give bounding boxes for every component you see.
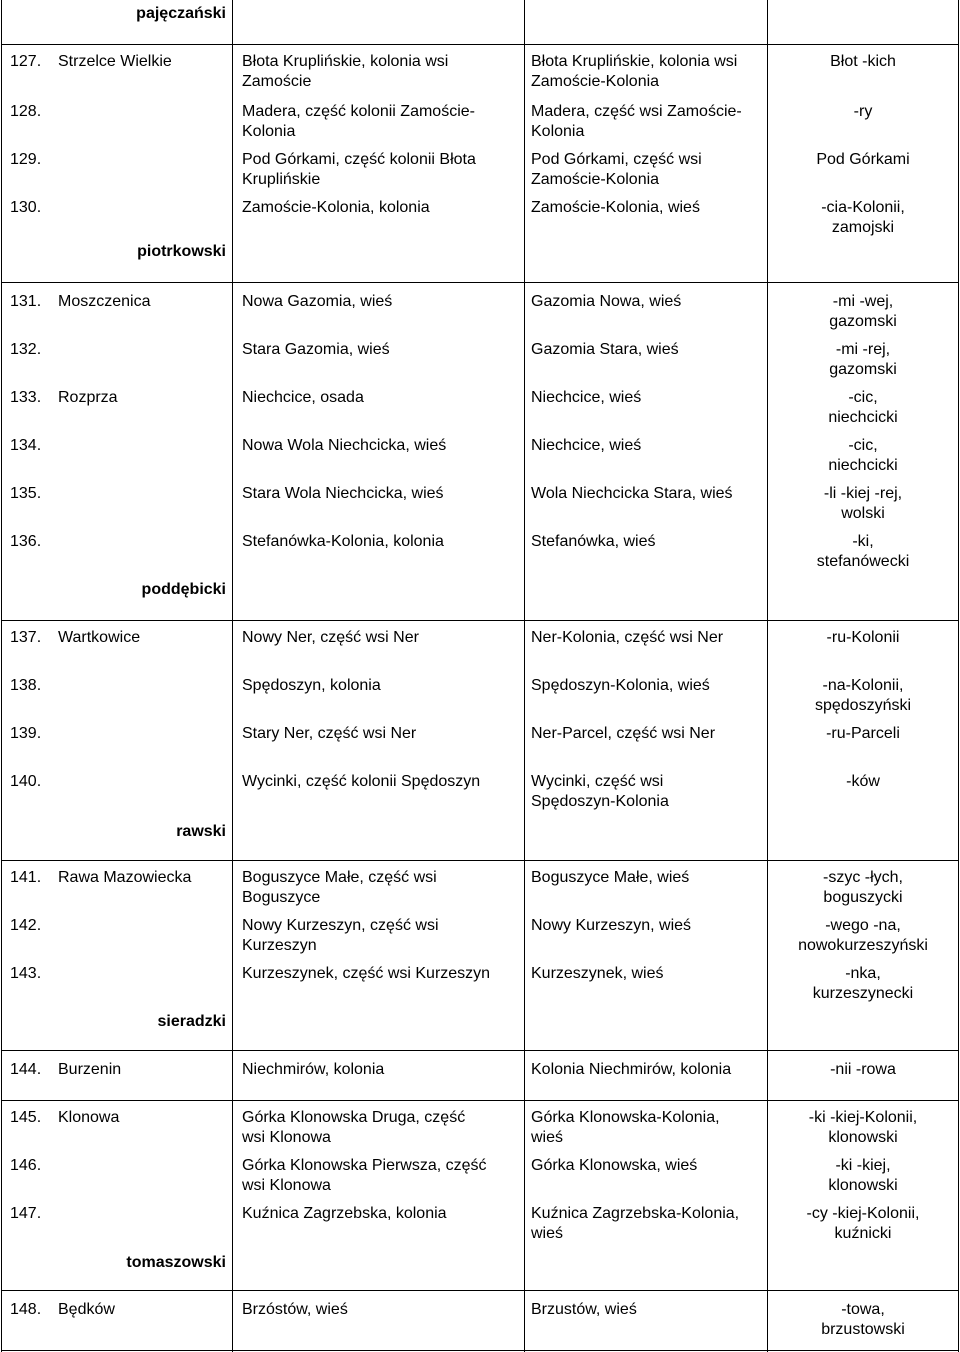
current-name: Kruplińskie xyxy=(242,171,321,188)
declension-forms: -nii -rowa xyxy=(830,1061,896,1078)
declension-forms: boguszycki xyxy=(823,889,903,906)
proposed-name: Boguszyce Małe, wieś xyxy=(531,869,690,886)
section-rule xyxy=(1,282,959,283)
current-name: Stara Gazomia, wieś xyxy=(242,341,390,358)
gmina-name: Strzelce Wielkie xyxy=(58,53,172,70)
row-number: 127. xyxy=(10,53,42,70)
table-border-right xyxy=(958,0,959,1352)
row-number: 131. xyxy=(10,293,42,310)
current-name: Niechmirów, kolonia xyxy=(242,1061,385,1078)
current-name: Kurzeszyn xyxy=(242,937,317,954)
row-number: 144. xyxy=(10,1061,42,1078)
column-divider xyxy=(524,0,525,1352)
row-number: 132. xyxy=(10,341,42,358)
proposed-name: Spędoszyn-Kolonia xyxy=(531,793,669,810)
row-number: 136. xyxy=(10,533,42,550)
declension-forms: -ki -kiej, xyxy=(835,1157,891,1174)
current-name: Kolonia xyxy=(242,123,296,140)
declension-forms: -li -kiej -rej, xyxy=(823,485,903,502)
declension-forms: -ków xyxy=(846,773,880,790)
proposed-name: Gazomia Nowa, wieś xyxy=(531,293,682,310)
proposed-name: wieś xyxy=(531,1129,564,1146)
declension-forms: -mi -wej, xyxy=(832,293,894,310)
gmina-name: Będków xyxy=(58,1301,115,1318)
proposed-name: Wola Niechcicka Stara, wieś xyxy=(531,485,733,502)
proposed-name: Niechcice, wieś xyxy=(531,389,642,406)
row-number: 133. xyxy=(10,389,42,406)
row-number: 135. xyxy=(10,485,42,502)
section-header: pajęczański xyxy=(136,5,226,22)
section-header: poddębicki xyxy=(141,581,226,598)
declension-forms: brzustowski xyxy=(821,1321,905,1338)
current-name: Boguszyce Małe, część wsi xyxy=(242,869,437,886)
section-header: tomaszowski xyxy=(126,1254,226,1271)
current-name: Kuźnica Zagrzebska, kolonia xyxy=(242,1205,447,1222)
declension-forms: -nka, xyxy=(845,965,881,982)
declension-forms: -mi -rej, xyxy=(835,341,891,358)
current-name: Zamoście xyxy=(242,73,312,90)
proposed-name: Nowy Kurzeszyn, wieś xyxy=(531,917,692,934)
current-name: Kurzeszynek, część wsi Kurzeszyn xyxy=(242,965,491,982)
current-name: Wycinki, część kolonii Spędoszyn xyxy=(242,773,481,790)
table-border-bottom xyxy=(1,1350,959,1351)
gmina-name: Wartkowice xyxy=(58,629,141,646)
row-number: 128. xyxy=(10,103,42,120)
current-name: Nowa Gazomia, wieś xyxy=(242,293,393,310)
declension-forms: -ru-Kolonii xyxy=(826,629,900,646)
declension-forms: -na-Kolonii, xyxy=(822,677,904,694)
declension-forms: klonowski xyxy=(828,1129,898,1146)
current-name: Boguszyce xyxy=(242,889,321,906)
row-number: 141. xyxy=(10,869,42,886)
section-rule xyxy=(1,620,959,621)
section-rule xyxy=(1,1050,959,1051)
declension-forms: stefanówecki xyxy=(816,553,910,570)
declension-forms: -ry xyxy=(853,103,873,120)
gmina-name: Rozprza xyxy=(58,389,118,406)
row-number: 130. xyxy=(10,199,42,216)
column-divider xyxy=(767,0,768,1352)
current-name: Nowy Kurzeszyn, część wsi xyxy=(242,917,439,934)
proposed-name: Niechcice, wieś xyxy=(531,437,642,454)
proposed-name: wieś xyxy=(531,1225,564,1242)
column-divider xyxy=(232,0,233,1352)
row-number: 145. xyxy=(10,1109,42,1126)
gmina-name: Burzenin xyxy=(58,1061,122,1078)
proposed-name: Zamoście-Kolonia, wieś xyxy=(531,199,700,216)
proposed-name: Spędoszyn-Kolonia, wieś xyxy=(531,677,710,694)
row-number: 148. xyxy=(10,1301,42,1318)
section-header: sieradzki xyxy=(157,1013,226,1030)
proposed-name: Zamoście-Kolonia xyxy=(531,73,660,90)
declension-forms: -cy -kiej-Kolonii, xyxy=(806,1205,920,1222)
declension-forms: gazomski xyxy=(829,361,897,378)
declension-forms: -cia-Kolonii, xyxy=(821,199,905,216)
gmina-name: Klonowa xyxy=(58,1109,120,1126)
row-number: 129. xyxy=(10,151,42,168)
proposed-name: Kuźnica Zagrzebska-Kolonia, xyxy=(531,1205,740,1222)
proposed-name: Wycinki, część wsi xyxy=(531,773,664,790)
declension-forms: nowokurzeszyński xyxy=(798,937,928,954)
current-name: Stary Ner, część wsi Ner xyxy=(242,725,417,742)
declension-forms: kurzeszynecki xyxy=(812,985,914,1002)
declension-forms: kuźnicki xyxy=(834,1225,892,1242)
declension-forms: -cic, xyxy=(848,437,878,454)
current-name: Błota Kruplińskie, kolonia wsi xyxy=(242,53,449,70)
declension-forms: niechcicki xyxy=(828,457,898,474)
proposed-name: Kurzeszynek, wieś xyxy=(531,965,664,982)
declension-forms: -cic, xyxy=(848,389,878,406)
current-name: Stefanówka-Kolonia, kolonia xyxy=(242,533,444,550)
declension-forms: zamojski xyxy=(831,219,895,236)
declension-forms: -ru-Parceli xyxy=(826,725,900,742)
current-name: Spędoszyn, kolonia xyxy=(242,677,381,694)
declension-forms: -ki -kiej-Kolonii, xyxy=(808,1109,918,1126)
current-name: wsi Klonowa xyxy=(242,1129,331,1146)
gmina-name: Rawa Mazowiecka xyxy=(58,869,192,886)
proposed-name: Madera, część wsi Zamoście- xyxy=(531,103,742,120)
declension-forms: -wego -na, xyxy=(825,917,901,934)
current-name: Madera, część kolonii Zamoście- xyxy=(242,103,475,120)
row-number: 139. xyxy=(10,725,42,742)
row-number: 140. xyxy=(10,773,42,790)
current-name: Górka Klonowska Pierwsza, część xyxy=(242,1157,487,1174)
row-number: 143. xyxy=(10,965,42,982)
gmina-name: Moszczenica xyxy=(58,293,151,310)
declension-forms: Pod Górkami xyxy=(816,151,910,168)
current-name: Górka Klonowska Druga, część xyxy=(242,1109,466,1126)
proposed-name: Zamoście-Kolonia xyxy=(531,171,660,188)
current-name: wsi Klonowa xyxy=(242,1177,331,1194)
row-number: 146. xyxy=(10,1157,42,1174)
current-name: Niechcice, osada xyxy=(242,389,364,406)
row-number: 147. xyxy=(10,1205,42,1222)
declension-forms: klonowski xyxy=(828,1177,898,1194)
declension-forms: -towa, xyxy=(841,1301,885,1318)
section-header: piotrkowski xyxy=(137,243,226,260)
proposed-name: Kolonia xyxy=(531,123,585,140)
declension-forms: niechcicki xyxy=(828,409,898,426)
declension-forms: wolski xyxy=(841,505,885,522)
current-name: Nowy Ner, część wsi Ner xyxy=(242,629,419,646)
current-name: Nowa Wola Niechcicka, wieś xyxy=(242,437,447,454)
proposed-name: Górka Klonowska-Kolonia, xyxy=(531,1109,720,1126)
table-border-left xyxy=(1,0,2,1352)
section-rule xyxy=(1,860,959,861)
row-number: 134. xyxy=(10,437,42,454)
declension-forms: spędoszyński xyxy=(814,697,912,714)
proposed-name: Błota Kruplińskie, kolonia wsi xyxy=(531,53,738,70)
proposed-name: Ner-Parcel, część wsi Ner xyxy=(531,725,716,742)
current-name: Pod Górkami, część kolonii Błota xyxy=(242,151,476,168)
declension-forms: -ki, xyxy=(852,533,874,550)
section-header: rawski xyxy=(176,823,226,840)
declension-forms: gazomski xyxy=(829,313,897,330)
declension-forms: Błot -kich xyxy=(830,53,896,70)
row-number: 142. xyxy=(10,917,42,934)
section-rule xyxy=(1,1290,959,1291)
current-name: Stara Wola Niechcicka, wieś xyxy=(242,485,444,502)
proposed-name: Kolonia Niechmirów, kolonia xyxy=(531,1061,732,1078)
proposed-name: Stefanówka, wieś xyxy=(531,533,656,550)
section-rule xyxy=(1,44,959,45)
row-number: 138. xyxy=(10,677,42,694)
current-name: Brzóstów, wieś xyxy=(242,1301,348,1318)
declension-forms: -szyc -łych, xyxy=(823,869,903,886)
proposed-name: Ner-Kolonia, część wsi Ner xyxy=(531,629,724,646)
section-rule xyxy=(1,1100,959,1101)
current-name: Zamoście-Kolonia, kolonia xyxy=(242,199,430,216)
proposed-name: Górka Klonowska, wieś xyxy=(531,1157,698,1174)
proposed-name: Pod Górkami, część wsi xyxy=(531,151,702,168)
proposed-name: Brzustów, wieś xyxy=(531,1301,637,1318)
proposed-name: Gazomia Stara, wieś xyxy=(531,341,679,358)
row-number: 137. xyxy=(10,629,42,646)
